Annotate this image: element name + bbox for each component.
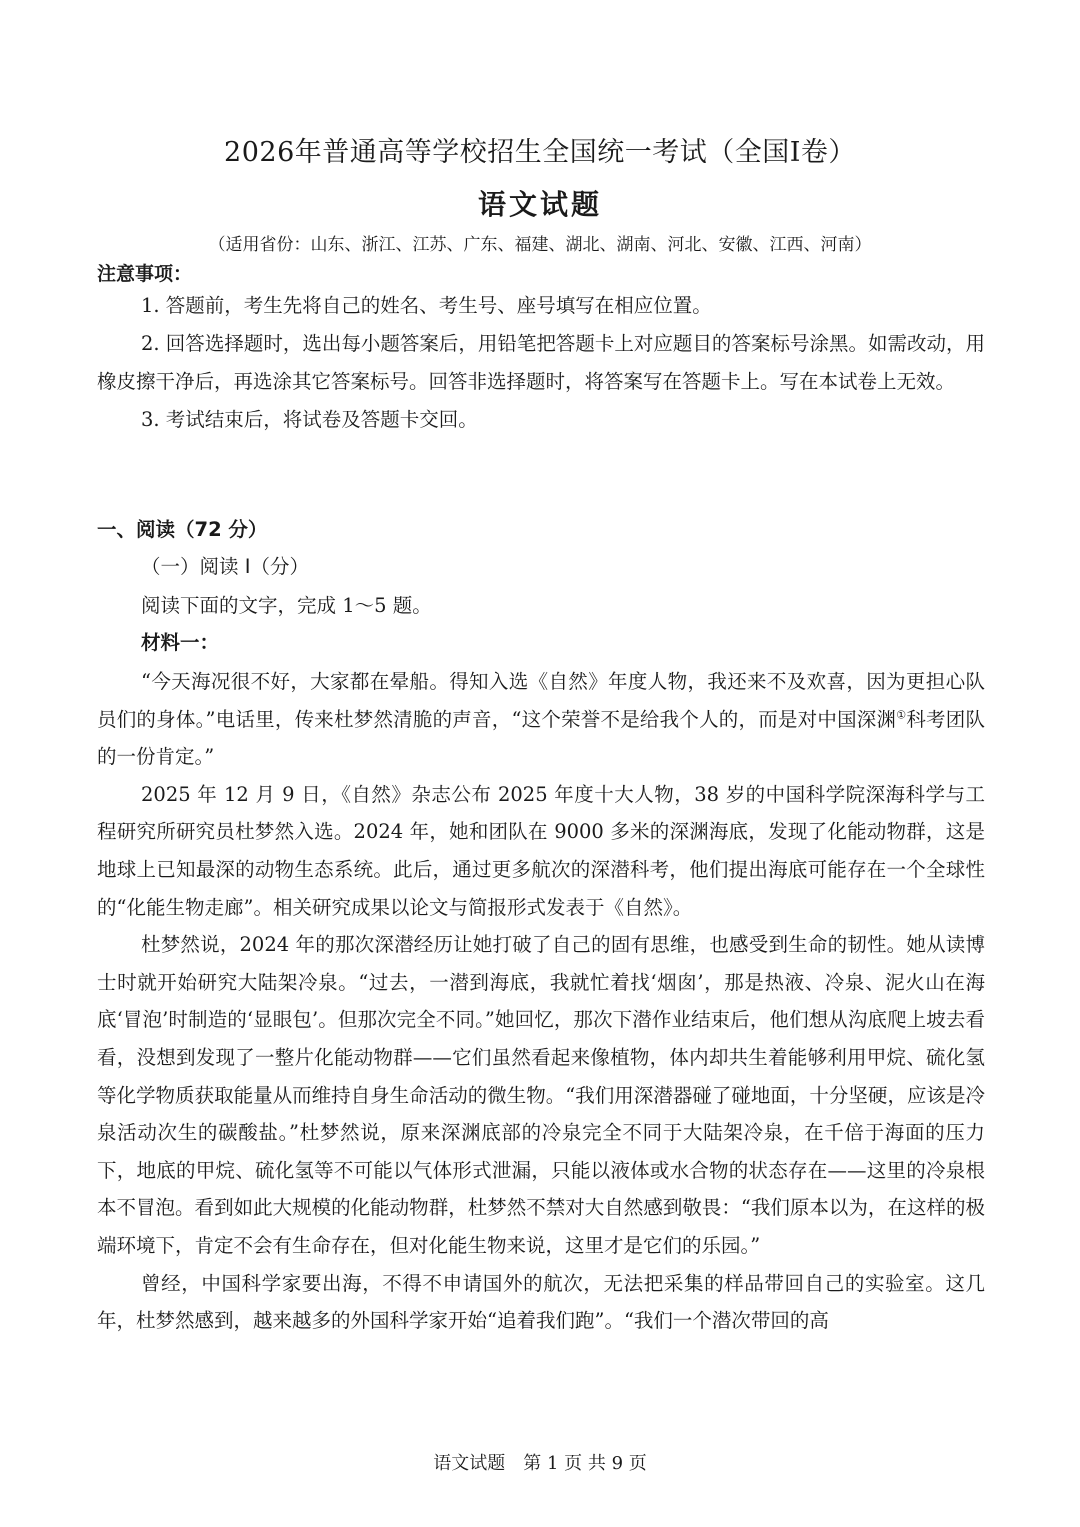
notice-item-2: 2. 回答选择题时，选出每小题答案后，用铅笔把答题卡上对应题目的答案标号涂黑。如需改动，用橡皮擦干净后，再选涂其它答案标号。回答非选择题时，将答案写在答题卡上。写在本试卷上无效。 [97,332,985,393]
page-footer: 语文试题 第 1 页 共 9 页 [433,1453,647,1474]
applicable-provinces: （适用省份：山东、浙江、江苏、广东、福建、湖北、湖南、河北、安徽、江西、河南） [208,235,872,255]
notice-heading: 注意事项： [97,263,193,285]
subsection-heading: （一）阅读 I（分） [141,555,309,578]
material-heading: 材料一： [141,631,220,654]
notice-list [97,287,985,439]
material-text [97,663,985,1340]
footnote-marker: ① [896,708,907,722]
paragraph-3: 杜梦然说，2024 年的那次深潜经历让她打破了自己的固有思维，也感受到生命的韧性。她从读博士时就开始研究大陆架冷泉。“过去，一潜到海底，我就忙着找‘烟囱’，那是热液、冷泉、泥火山在海底‘冒泡’时制造的‘显眼包’。但那次完全不同。”她回忆，那次下潜作业结束后，他们想从沟底爬上坡去看看，没想到发现了一整片化能动物群——它们虽然看起来像植物，体内却共生着能够利用甲烷、硫化氢等化学物质获取能量从而维持自身生命活动的微生物。“我们用深潜器碰了碰地面，十分坚硬，应该是冷泉活动次生的碳酸盐。”杜梦然说，原来深渊底部的冷泉完全不同于大陆架冷泉，在千倍于海面的压力下，地底的甲烷、硫化氢等不可能以气体形式泄漏，只能以液体或水合物的状态存在——这里的冷泉根本不冒泡。看到如此大规模的化能动物群，杜梦然不禁对大自然感到敬畏：“我们原本以为，在这样的极端环境下，肯定不会有生命存在，但对化能生物来说，这里才是它们的乐园。” [97,933,985,1257]
subject-title: 语文试题 [477,188,602,221]
section-heading: 一、阅读（72 分） [97,518,268,541]
paragraph-4: 曾经，中国科学家要出海，不得不申请国外的航次，无法把采集的样品带回自己的实验室。这几年，杜梦然感到，越来越多的外国科学家开始“追着我们跑”。“我们一个潜次带回的高 [97,1271,985,1333]
paragraph-1 [97,663,985,776]
notice-item-3: 3. 考试结束后，将试卷及答题卡交回。 [141,408,478,431]
paragraph-1-part-2: 科考团队的一份肯定。” [97,707,985,769]
paragraph-1-part-1: “今天海况很不好，大家都在晕船。得知入选《自然》年度人物，我还来不及欢喜，因为更担心队员们的身体。”电话里，传来杜梦然清脆的声音，“这个荣誉不是给我个人的，而是对中国深渊 [97,670,985,731]
paragraph-2: 2025 年 12 月 9 日，《自然》杂志公布 2025 年度十大人物，38 岁的中国科学院深海科学与工程研究所研究员杜梦然入选。2024 年，她和团队在 9000 多米的深渊海底，发现了化能动物群，这是地球上已知最深的动物生态系统。此后，通过更多航次的深潜科考，他们提出海底可能存在一个全球性的“化能生物走廊”。相关研究成果以论文与简报形式发表于《自然》。 [97,782,985,919]
notice-item-1: 1. 答题前，考生先将自己的姓名、考生号、座号填写在相应位置。 [141,294,712,317]
exam-title: 2026年普通高等学校招生全国统一考试（全国Ⅰ卷） [224,137,856,168]
reading-instruction: 阅读下面的文字，完成 1～5 题。 [141,594,432,617]
